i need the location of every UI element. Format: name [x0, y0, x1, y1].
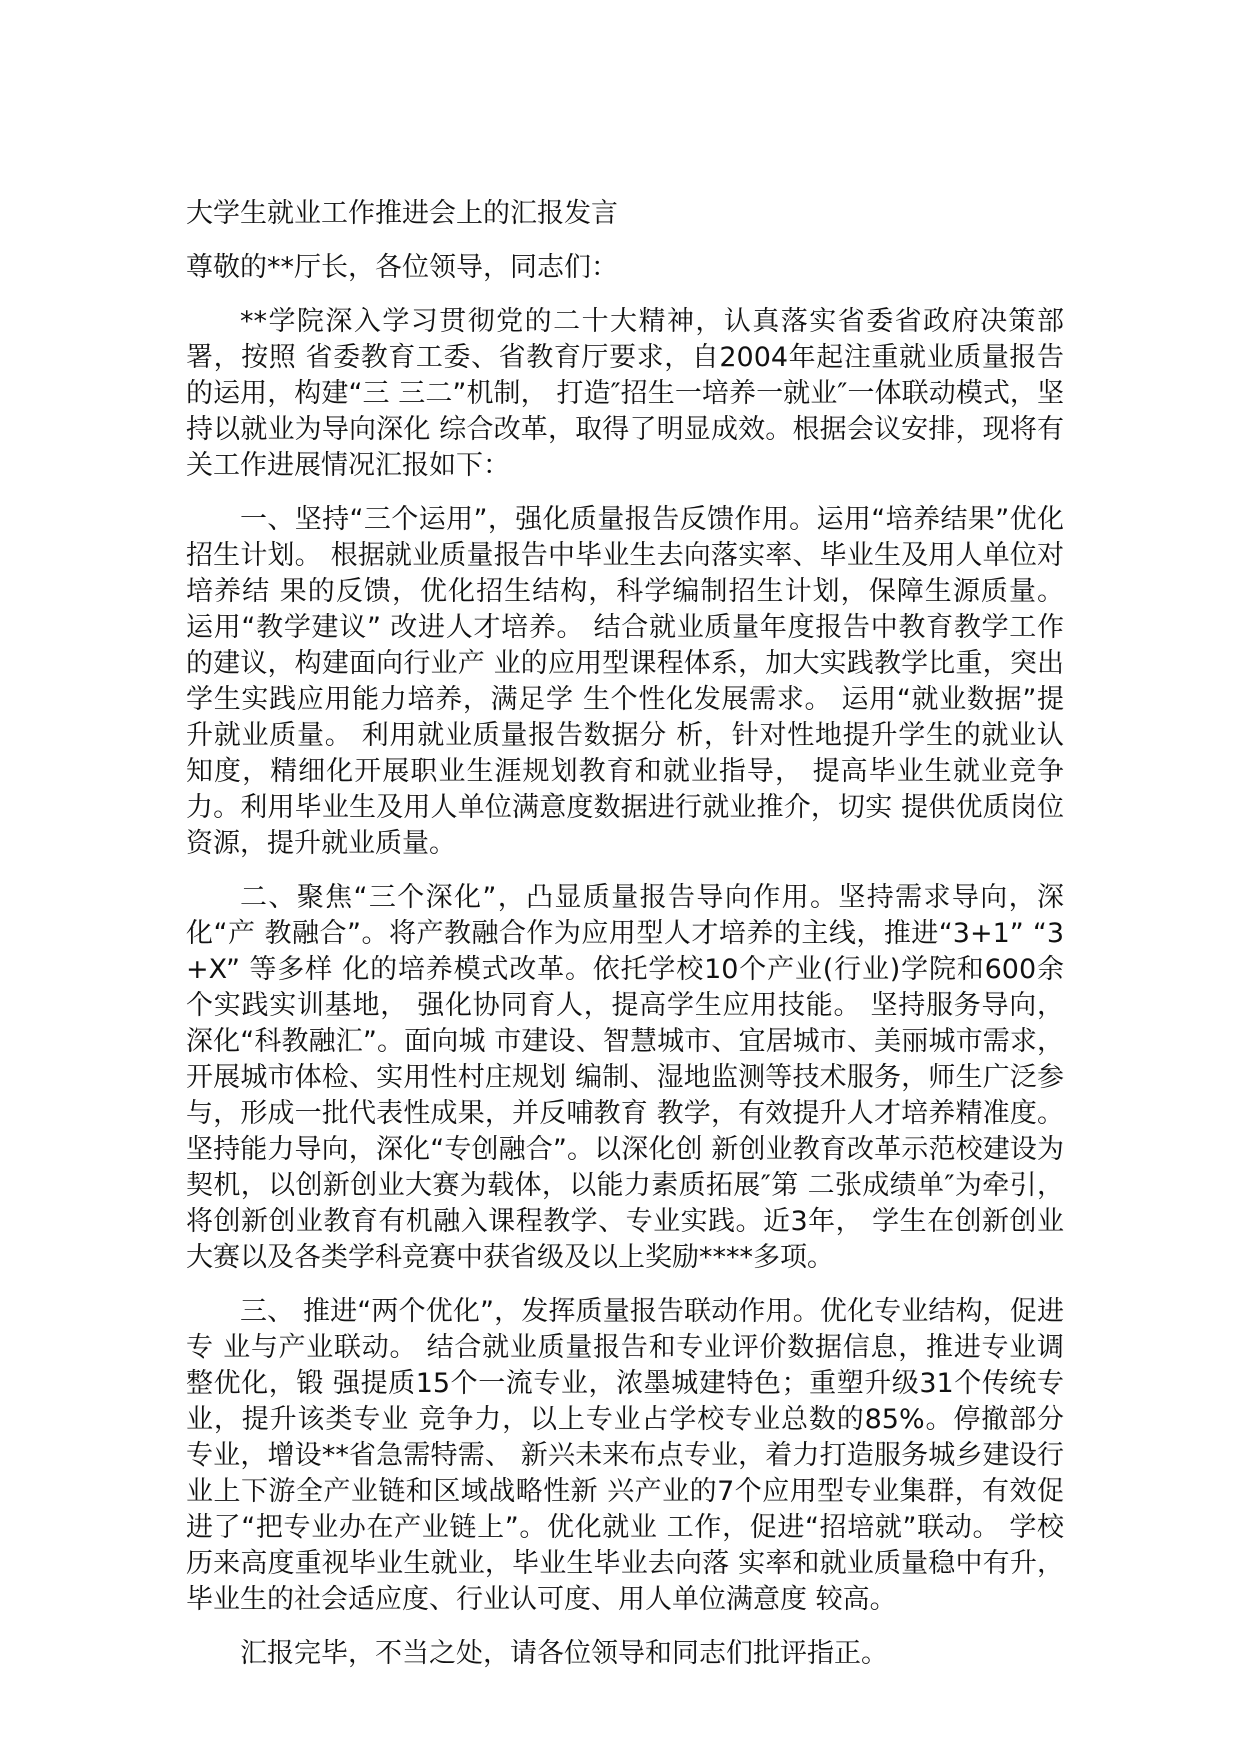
- closing-remark: 汇报完毕，不当之处，请各位领导和同志们批评指正。: [240, 1638, 888, 1669]
- paragraph-section-3: 三、 推进“两个优化”，发挥质量报告联动作用。优化专业结构，促进专 业与产业联动。 结合就业质量报告和专业评价数据信息，推进专业调整优化，锻 强提质15个一流专业，浓墨城建特色；重塑升级31个传统专业，提升该类专业 竞争力，以上专业占学校专业总数的85%。停撤部分专业，增设**省急需特需、 新兴未来布点专业，着力打造服务城乡建设行业上下游全产业链和区域战略性新 兴产业的7个应用型专业集群，有效促进了“把专业办在产业链上”。优化就业 工作，促进“招培就”联动。 学校历来高度重视毕业生就业，毕业生毕业去向落 实率和就业质量稳中有升，毕业生的社会适应度、行业认可度、用人单位满意度 较高。: [186, 1296, 1064, 1615]
- paragraph-section-1: 一、坚持“三个运用”，强化质量报告反馈作用。运用“培养结果”优化 招生计划。 根据就业质量报告中毕业生去向落实率、毕业生及用人单位对培养结 果的反馈，优化招生结构，科学编制招生计划，保障生源质量。 运用“教学建议” 改进人才培养。 结合就业质量年度报告中教育教学工作的建议，构建面向行业产 业的应用型课程体系，加大实践教学比重，突出学生实践应用能力培养，满足学 生个性化发展需求。 运用“就业数据”提升就业质量。 利用就业质量报告数据分 析，针对性地提升学生的就业认知度，精细化开展职业生涯规划教育和就业指导， 提高毕业生就业竞争力。利用毕业生及用人单位满意度数据进行就业推介，切实 提供优质岗位资源，提升就业质量。: [186, 504, 1064, 859]
- salutation: 尊敬的**厅长，各位领导，同志们：: [186, 252, 618, 283]
- document-body: [186, 196, 1064, 1672]
- document-title: 大学生就业工作推进会上的汇报发言: [186, 198, 618, 229]
- paragraph-intro: **学院深入学习贯彻党的二十大精神，认真落实省委省政府决策部署，按照 省委教育工委、省教育厅要求，自2004年起注重就业质量报告的运用，构建“三 三二”机制， 打造″招生一培养一就业″一体联动模式，坚持以就业为导向深化 综合改革，取得了明显成效。根据会议安排，现将有关工作进展情况汇报如下：: [186, 306, 1064, 481]
- paragraph-section-2: 二、聚焦“三个深化”，凸显质量报告导向作用。坚持需求导向，深化“产 教融合”。将产教融合作为应用型人才培养的主线，推进“3+1” “3+X” 等多样 化的培养模式改革。依托学校10个产业(行业)学院和600余个实践实训基地， 强化协同育人，提高学生应用技能。 坚持服务导向，深化“科教融汇”。面向城 市建设、智慧城市、宜居城市、美丽城市需求，开展城市体检、实用性村庄规划 编制、湿地监测等技术服务，师生广泛参与，形成一批代表性成果，并反哺教育 教学，有效提升人才培养精准度。 坚持能力导向，深化“专创融合”。以深化创 新创业教育改革示范校建设为契机，以创新创业大赛为载体，以能力素质拓展″第 二张成绩单″为牵引，将创新创业教育有机融入课程教学、专业实践。近3年， 学生在创新创业大赛以及各类学科竞赛中获省级及以上奖励****多项。: [186, 882, 1064, 1273]
